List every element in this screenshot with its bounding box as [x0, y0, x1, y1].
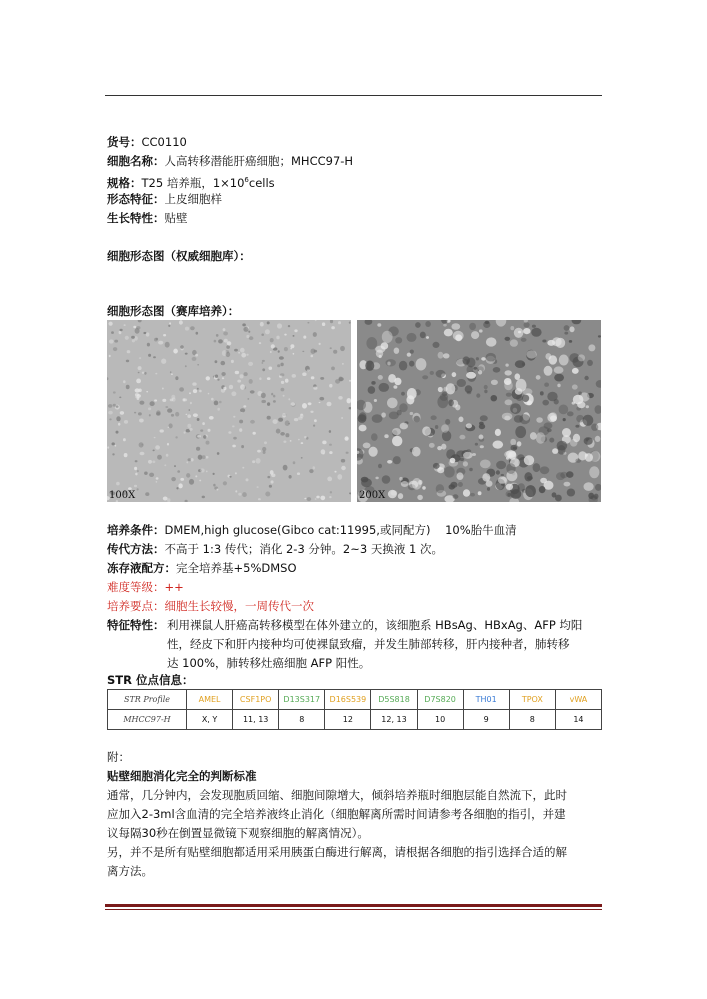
spec-label: 规格：	[107, 175, 142, 190]
magnification-200x: 200X	[359, 490, 386, 501]
appendix-text-4: 另，并不是所有贴壁细胞都适用采用胰蛋白酶进行解离，请根据各细胞的指引选择合适的解	[107, 845, 567, 859]
passage-label: 传代方法：	[107, 542, 165, 556]
appendix-text-2: 应加入2-3ml含血清的完全培养液终止消化（细胞解离所需时间请参考各细胞的指引，并建	[107, 807, 566, 821]
str-data-cell: 8	[279, 710, 325, 730]
culture-condition-label: 培养条件：	[107, 523, 165, 537]
magnification-100x: 100X	[109, 490, 136, 501]
saiku-morphology-title: 细胞形态图（赛库培养）：	[107, 304, 240, 318]
str-header-row	[108, 690, 602, 710]
str-data-cell: 9	[463, 710, 509, 730]
str-header-cell: TH01	[463, 690, 509, 710]
cell-name-line	[107, 153, 353, 170]
feature-text-2: 性，经皮下和肝内接种均可使裸鼠致瘤，并发生肺部转移，肝内接种者，肺转移	[167, 637, 570, 651]
growth-label: 生长特性：	[107, 211, 165, 225]
difficulty-label: 难度等级：	[107, 580, 165, 594]
freeze-line	[107, 560, 297, 577]
feature-text-1: 利用裸鼠人肝癌高转移模型在体外建立的，该细胞系 HBsAg、HBxAg、AFP 均阳	[167, 618, 583, 632]
str-title: STR 位点信息：	[107, 673, 194, 687]
culture-condition: DMEM,high glucose(Gibco cat:11995,或同配方) 10%胎牛血清	[164, 523, 517, 537]
spec-post: cells	[248, 175, 275, 190]
str-header-cell: D16S539	[325, 690, 371, 710]
str-data-cell: 11, 13	[233, 710, 279, 730]
morphology: 上皮细胞样	[164, 192, 222, 206]
str-data-cell: 14	[555, 710, 601, 730]
morphology-label: 形态特征：	[107, 192, 165, 206]
str-data-cell: MHCC97-H	[108, 710, 187, 730]
header-rule	[105, 95, 602, 96]
difficulty: ++	[164, 580, 184, 594]
growth-line	[107, 210, 188, 227]
morphology-line	[107, 191, 222, 208]
keypoint-line	[107, 598, 314, 615]
appendix-text-3: 议每隔30秒在倒置显微镜下观察细胞的解离情况）。	[107, 826, 369, 840]
str-data-cell: 10	[417, 710, 463, 730]
str-data-cell: X, Y	[187, 710, 233, 730]
difficulty-line	[107, 579, 184, 596]
appendix-text-1: 通常，几分钟内，会发现胞质回缩、细胞间隙增大，倾斜培养瓶时细胞层能自然流下，此时	[107, 788, 567, 802]
culture-condition-line	[107, 522, 517, 539]
str-header-cell: D7S820	[417, 690, 463, 710]
appendix-title: 贴壁细胞消化完全的判断标准	[107, 769, 257, 783]
cell-name-label: 细胞名称：	[107, 154, 165, 168]
passage-line	[107, 541, 443, 558]
str-header-cell: D13S317	[279, 690, 325, 710]
item-number: CC0110	[141, 135, 187, 149]
keypoint: 细胞生长较慢，一周传代一次	[164, 599, 314, 613]
str-data-cell: 8	[509, 710, 555, 730]
keypoint-label: 培养要点：	[107, 599, 165, 613]
feature-line	[107, 617, 165, 634]
spec-sup: 6	[244, 176, 249, 184]
str-header-cell: CSF1PO	[233, 690, 279, 710]
feature-text-3: 达 100%，肺转移灶癌细胞 AFP 阳性。	[167, 656, 371, 670]
cell-name: 人高转移潜能肝癌细胞；MHCC97-H	[164, 154, 354, 168]
str-header-cell: vWA	[555, 690, 601, 710]
item-number-line	[107, 134, 187, 151]
spec-line	[107, 172, 275, 192]
growth: 贴壁	[164, 211, 188, 225]
micrograph-200x	[357, 320, 601, 502]
str-header-cell: D5S818	[371, 690, 417, 710]
feature-label: 特征特性：	[107, 618, 165, 632]
micrograph-100x	[107, 320, 351, 502]
str-data-row	[108, 710, 602, 730]
str-header-cell: AMEL	[187, 690, 233, 710]
footer-rule-thick	[105, 904, 602, 907]
footer-rule-thin	[105, 909, 602, 910]
spec-pre: T25 培养瓶，1×10	[141, 175, 245, 190]
freeze-label: 冻存液配方：	[107, 561, 176, 575]
auth-morphology-title: 细胞形态图（权威细胞库）：	[107, 249, 251, 263]
freeze: 完全培养基+5%DMSO	[176, 561, 297, 575]
str-table	[107, 689, 602, 730]
str-header-cell: STR Profile	[108, 690, 187, 710]
str-header-cell: TPOX	[509, 690, 555, 710]
item-number-label: 货号：	[107, 135, 142, 149]
appendix-text-5: 离方法。	[107, 864, 153, 878]
str-data-cell: 12	[325, 710, 371, 730]
appendix-label: 附：	[107, 750, 130, 764]
str-data-cell: 12, 13	[371, 710, 417, 730]
passage: 不高于 1:3 传代；消化 2-3 分钟。2~3 天换液 1 次。	[164, 542, 443, 556]
